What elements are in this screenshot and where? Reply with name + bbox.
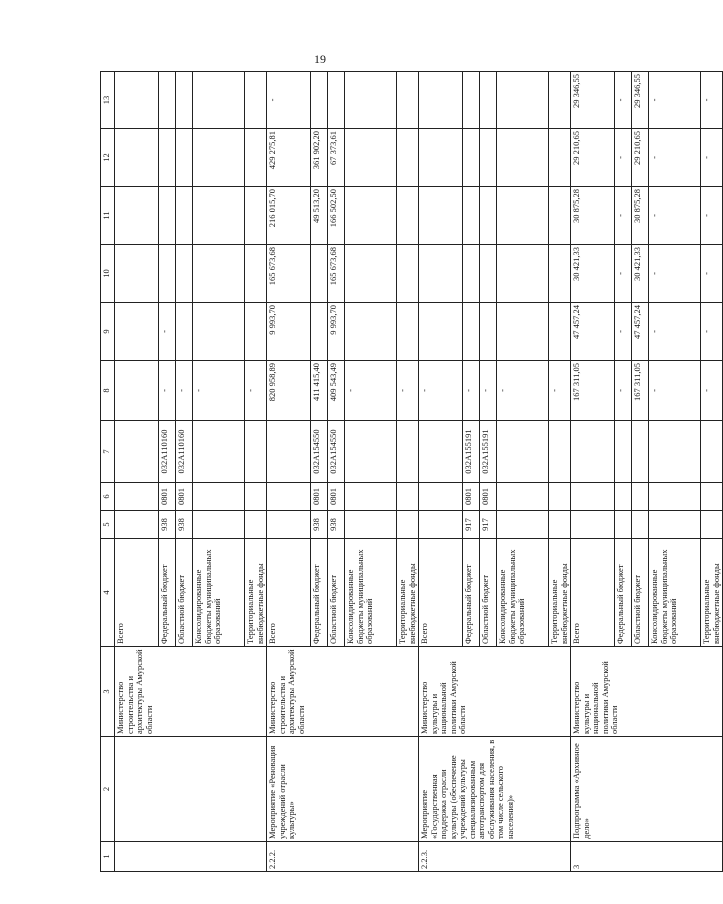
amount-cell: 166 502,50 bbox=[328, 187, 345, 245]
amount-cell bbox=[397, 72, 419, 129]
page-number: 19 bbox=[314, 52, 326, 66]
admin-code-cell: 938 bbox=[328, 511, 345, 539]
amount-cell bbox=[115, 129, 159, 187]
funding-source-cell: Территориальные внебюджетные фонды bbox=[701, 539, 723, 647]
table-row bbox=[115, 72, 159, 872]
target-code-cell: 032A110160 bbox=[176, 421, 193, 483]
admin-code-cell: 938 bbox=[311, 511, 328, 539]
amount-cell bbox=[245, 129, 267, 187]
admin-code-cell: 938 bbox=[159, 511, 176, 539]
amount-cell: - bbox=[419, 361, 463, 421]
amount-cell: 67 373,61 bbox=[328, 129, 345, 187]
amount-cell bbox=[311, 72, 328, 129]
amount-cell bbox=[497, 187, 549, 245]
column-number-cell: 10 bbox=[101, 245, 115, 303]
funding-source-cell: Федеральный бюджет bbox=[615, 539, 632, 647]
column-number-cell: 1 bbox=[101, 842, 115, 872]
amount-cell bbox=[345, 303, 397, 361]
amount-cell: - bbox=[497, 361, 549, 421]
funding-source-cell: Областной бюджет bbox=[632, 539, 649, 647]
amount-cell: - bbox=[649, 72, 701, 129]
amount-cell: - bbox=[649, 129, 701, 187]
group-name-cell bbox=[115, 737, 267, 842]
admin-code-cell: 938 bbox=[176, 511, 193, 539]
group-resp-cell: Министерство культуры и национальной политики Амурской области bbox=[571, 647, 723, 737]
admin-code-cell bbox=[615, 511, 632, 539]
funding-source-cell: Консолидированные бюджеты муниципальных образований bbox=[345, 539, 397, 647]
section-code-cell: 0801 bbox=[311, 483, 328, 511]
amount-cell: - bbox=[463, 361, 480, 421]
section-code-cell bbox=[649, 483, 701, 511]
amount-cell bbox=[115, 187, 159, 245]
target-code-cell bbox=[649, 421, 701, 483]
amount-cell bbox=[397, 245, 419, 303]
amount-cell bbox=[419, 72, 463, 129]
amount-cell: - bbox=[159, 303, 176, 361]
amount-cell: 29 210,65 bbox=[571, 129, 615, 187]
amount-cell bbox=[245, 303, 267, 361]
admin-code-cell bbox=[193, 511, 245, 539]
amount-cell bbox=[345, 187, 397, 245]
amount-cell: - bbox=[615, 187, 632, 245]
amount-cell bbox=[480, 245, 497, 303]
admin-code-cell bbox=[571, 511, 615, 539]
admin-code-cell bbox=[115, 511, 159, 539]
section-code-cell bbox=[397, 483, 419, 511]
admin-code-cell: 917 bbox=[480, 511, 497, 539]
column-number-cell: 6 bbox=[101, 483, 115, 511]
amount-cell bbox=[497, 129, 549, 187]
target-code-cell bbox=[267, 421, 311, 483]
section-code-cell bbox=[497, 483, 549, 511]
amount-cell bbox=[311, 245, 328, 303]
column-number-cell: 11 bbox=[101, 187, 115, 245]
target-code-cell: 032A154550 bbox=[328, 421, 345, 483]
admin-code-cell bbox=[649, 511, 701, 539]
amount-cell bbox=[497, 72, 549, 129]
target-code-cell bbox=[571, 421, 615, 483]
column-number-cell: 4 bbox=[101, 539, 115, 647]
amount-cell bbox=[549, 245, 571, 303]
amount-cell bbox=[115, 361, 159, 421]
amount-cell: 9 993,70 bbox=[267, 303, 311, 361]
admin-code-cell: 917 bbox=[463, 511, 480, 539]
column-number-cell: 8 bbox=[101, 361, 115, 421]
amount-cell: - bbox=[615, 303, 632, 361]
amount-cell bbox=[159, 187, 176, 245]
group-num-cell: 2.2.2. bbox=[267, 842, 419, 872]
amount-cell: - bbox=[397, 361, 419, 421]
amount-cell: 29 346,55 bbox=[571, 72, 615, 129]
group-name-cell: Мероприятие «Реновация учреждений отрасли культуры» bbox=[267, 737, 419, 842]
section-code-cell: 0801 bbox=[328, 483, 345, 511]
amount-cell bbox=[549, 187, 571, 245]
funding-source-cell: Территориальные внебюджетные фонды bbox=[549, 539, 571, 647]
target-code-cell: 032A155191 bbox=[480, 421, 497, 483]
amount-cell bbox=[463, 245, 480, 303]
amount-cell bbox=[245, 187, 267, 245]
amount-cell: - bbox=[649, 245, 701, 303]
column-number-cell: 5 bbox=[101, 511, 115, 539]
amount-cell bbox=[463, 303, 480, 361]
admin-code-cell bbox=[549, 511, 571, 539]
table-body bbox=[101, 72, 723, 872]
amount-cell bbox=[115, 303, 159, 361]
section-code-cell bbox=[267, 483, 311, 511]
amount-cell: 30 421,33 bbox=[632, 245, 649, 303]
amount-cell bbox=[497, 245, 549, 303]
admin-code-cell bbox=[345, 511, 397, 539]
amount-cell: 30 875,28 bbox=[632, 187, 649, 245]
amount-cell bbox=[397, 129, 419, 187]
column-number-cell: 13 bbox=[101, 72, 115, 129]
section-code-cell: 0801 bbox=[463, 483, 480, 511]
amount-cell: 429 275,81 bbox=[267, 129, 311, 187]
amount-cell bbox=[397, 303, 419, 361]
group-resp-cell: Министерство культуры и национальной политики Амурской области bbox=[419, 647, 571, 737]
target-code-cell bbox=[115, 421, 159, 483]
funding-source-cell: Всего bbox=[267, 539, 311, 647]
amount-cell bbox=[159, 129, 176, 187]
funding-source-cell: Всего bbox=[571, 539, 615, 647]
section-code-cell: 0801 bbox=[480, 483, 497, 511]
table-rotator bbox=[100, 72, 721, 872]
column-number-cell: 3 bbox=[101, 647, 115, 737]
amount-cell bbox=[193, 245, 245, 303]
target-code-cell: 032A110160 bbox=[159, 421, 176, 483]
amount-cell bbox=[245, 72, 267, 129]
amount-cell: 30 875,28 bbox=[571, 187, 615, 245]
amount-cell bbox=[245, 245, 267, 303]
amount-cell: - bbox=[615, 361, 632, 421]
amount-cell bbox=[549, 303, 571, 361]
section-code-cell: 0801 bbox=[159, 483, 176, 511]
amount-cell bbox=[176, 187, 193, 245]
amount-cell bbox=[463, 187, 480, 245]
amount-cell bbox=[480, 129, 497, 187]
admin-code-cell bbox=[497, 511, 549, 539]
amount-cell: - bbox=[267, 72, 311, 129]
target-code-cell: 032A155191 bbox=[463, 421, 480, 483]
amount-cell: - bbox=[176, 361, 193, 421]
target-code-cell bbox=[397, 421, 419, 483]
group-num-cell bbox=[115, 842, 267, 872]
amount-cell: 216 015,70 bbox=[267, 187, 311, 245]
amount-cell bbox=[311, 303, 328, 361]
funding-source-cell: Областной бюджет bbox=[176, 539, 193, 647]
group-name-cell: Подпрограмма «Архивное дело» bbox=[571, 737, 723, 842]
target-code-cell bbox=[419, 421, 463, 483]
amount-cell: 9 993,70 bbox=[328, 303, 345, 361]
amount-cell: 47 457,24 bbox=[632, 303, 649, 361]
funding-source-cell: Всего bbox=[115, 539, 159, 647]
amount-cell: 409 543,49 bbox=[328, 361, 345, 421]
section-code-cell bbox=[193, 483, 245, 511]
admin-code-cell bbox=[419, 511, 463, 539]
amount-cell bbox=[176, 245, 193, 303]
amount-cell bbox=[480, 303, 497, 361]
amount-cell: 47 457,24 bbox=[571, 303, 615, 361]
amount-cell: 820 958,89 bbox=[267, 361, 311, 421]
amount-cell: - bbox=[345, 361, 397, 421]
target-code-cell bbox=[345, 421, 397, 483]
amount-cell bbox=[193, 129, 245, 187]
section-code-cell bbox=[115, 483, 159, 511]
admin-code-cell bbox=[397, 511, 419, 539]
group-name-cell: Мероприятие «Государственная поддержка отрасли культуры (обеспечение учреждений культуры специализированным автотранспортом для обслуживания населения, в том числе сельского населения)» bbox=[419, 737, 571, 842]
amount-cell bbox=[549, 72, 571, 129]
section-code-cell bbox=[701, 483, 723, 511]
amount-cell bbox=[463, 129, 480, 187]
amount-cell: - bbox=[701, 361, 723, 421]
amount-cell: 30 421,33 bbox=[571, 245, 615, 303]
section-code-cell bbox=[615, 483, 632, 511]
amount-cell bbox=[159, 72, 176, 129]
amount-cell bbox=[419, 245, 463, 303]
target-code-cell bbox=[245, 421, 267, 483]
amount-cell bbox=[345, 245, 397, 303]
amount-cell bbox=[463, 72, 480, 129]
amount-cell: - bbox=[701, 245, 723, 303]
funding-source-cell: Областной бюджет bbox=[480, 539, 497, 647]
admin-code-cell bbox=[245, 511, 267, 539]
amount-cell: - bbox=[549, 361, 571, 421]
amount-cell: 49 513,20 bbox=[311, 187, 328, 245]
amount-cell bbox=[480, 187, 497, 245]
section-code-cell bbox=[632, 483, 649, 511]
amount-cell bbox=[176, 129, 193, 187]
amount-cell: - bbox=[701, 187, 723, 245]
amount-cell bbox=[115, 72, 159, 129]
amount-cell bbox=[193, 187, 245, 245]
amount-cell bbox=[345, 129, 397, 187]
amount-cell: 411 415,40 bbox=[311, 361, 328, 421]
amount-cell: 165 673,68 bbox=[328, 245, 345, 303]
section-code-cell bbox=[549, 483, 571, 511]
amount-cell: 167 311,05 bbox=[632, 361, 649, 421]
group-resp-cell: Министерство строительства и архитектуры Амурской области bbox=[267, 647, 419, 737]
funding-source-cell: Консолидированные бюджеты муниципальных образований bbox=[497, 539, 549, 647]
amount-cell bbox=[159, 245, 176, 303]
amount-cell: 361 902,20 bbox=[311, 129, 328, 187]
column-number-row bbox=[101, 72, 115, 872]
amount-cell bbox=[193, 72, 245, 129]
amount-cell: - bbox=[701, 72, 723, 129]
section-code-cell bbox=[419, 483, 463, 511]
amount-cell bbox=[480, 72, 497, 129]
target-code-cell bbox=[615, 421, 632, 483]
column-number-cell: 12 bbox=[101, 129, 115, 187]
amount-cell bbox=[419, 303, 463, 361]
funding-source-cell: Федеральный бюджет bbox=[311, 539, 328, 647]
amount-cell: - bbox=[615, 245, 632, 303]
target-code-cell bbox=[193, 421, 245, 483]
amount-cell: - bbox=[701, 303, 723, 361]
amount-cell: 29 346,55 bbox=[632, 72, 649, 129]
amount-cell: - bbox=[701, 129, 723, 187]
amount-cell bbox=[345, 72, 397, 129]
table-row bbox=[267, 72, 311, 872]
section-code-cell: 0801 bbox=[176, 483, 193, 511]
amount-cell bbox=[497, 303, 549, 361]
group-num-cell: 2.2.3. bbox=[419, 842, 571, 872]
table-row bbox=[419, 72, 463, 872]
group-resp-cell: Министерство строительства и архитектуры Амурской области bbox=[115, 647, 267, 737]
funding-source-cell: Консолидированные бюджеты муниципальных образований bbox=[193, 539, 245, 647]
budget-table bbox=[100, 71, 723, 872]
admin-code-cell bbox=[701, 511, 723, 539]
amount-cell bbox=[328, 72, 345, 129]
amount-cell: 165 673,68 bbox=[267, 245, 311, 303]
column-number-cell: 7 bbox=[101, 421, 115, 483]
admin-code-cell bbox=[632, 511, 649, 539]
column-number-cell: 9 bbox=[101, 303, 115, 361]
group-num-cell: 3 bbox=[571, 842, 723, 872]
amount-cell bbox=[419, 187, 463, 245]
amount-cell bbox=[115, 245, 159, 303]
amount-cell: - bbox=[615, 72, 632, 129]
amount-cell: - bbox=[615, 129, 632, 187]
funding-source-cell: Федеральный бюджет bbox=[463, 539, 480, 647]
amount-cell: - bbox=[649, 187, 701, 245]
section-code-cell bbox=[245, 483, 267, 511]
amount-cell: - bbox=[480, 361, 497, 421]
amount-cell: - bbox=[649, 361, 701, 421]
target-code-cell bbox=[632, 421, 649, 483]
column-number-cell: 2 bbox=[101, 737, 115, 842]
amount-cell bbox=[419, 129, 463, 187]
table-row bbox=[571, 72, 615, 872]
rotated-table-area bbox=[100, 72, 721, 872]
funding-source-cell: Всего bbox=[419, 539, 463, 647]
amount-cell bbox=[176, 72, 193, 129]
amount-cell bbox=[549, 129, 571, 187]
section-code-cell bbox=[571, 483, 615, 511]
amount-cell: - bbox=[245, 361, 267, 421]
funding-source-cell: Территориальные внебюджетные фонды bbox=[245, 539, 267, 647]
funding-source-cell: Территориальные внебюджетные фонды bbox=[397, 539, 419, 647]
admin-code-cell bbox=[267, 511, 311, 539]
funding-source-cell: Областной бюджет bbox=[328, 539, 345, 647]
amount-cell: - bbox=[193, 361, 245, 421]
section-code-cell bbox=[345, 483, 397, 511]
amount-cell bbox=[176, 303, 193, 361]
amount-cell: 29 210,65 bbox=[632, 129, 649, 187]
target-code-cell bbox=[701, 421, 723, 483]
target-code-cell bbox=[497, 421, 549, 483]
funding-source-cell: Федеральный бюджет bbox=[159, 539, 176, 647]
target-code-cell bbox=[549, 421, 571, 483]
target-code-cell: 032A154550 bbox=[311, 421, 328, 483]
amount-cell: - bbox=[159, 361, 176, 421]
amount-cell bbox=[397, 187, 419, 245]
funding-source-cell: Консолидированные бюджеты муниципальных образований bbox=[649, 539, 701, 647]
amount-cell: - bbox=[649, 303, 701, 361]
amount-cell: 167 311,05 bbox=[571, 361, 615, 421]
amount-cell bbox=[193, 303, 245, 361]
